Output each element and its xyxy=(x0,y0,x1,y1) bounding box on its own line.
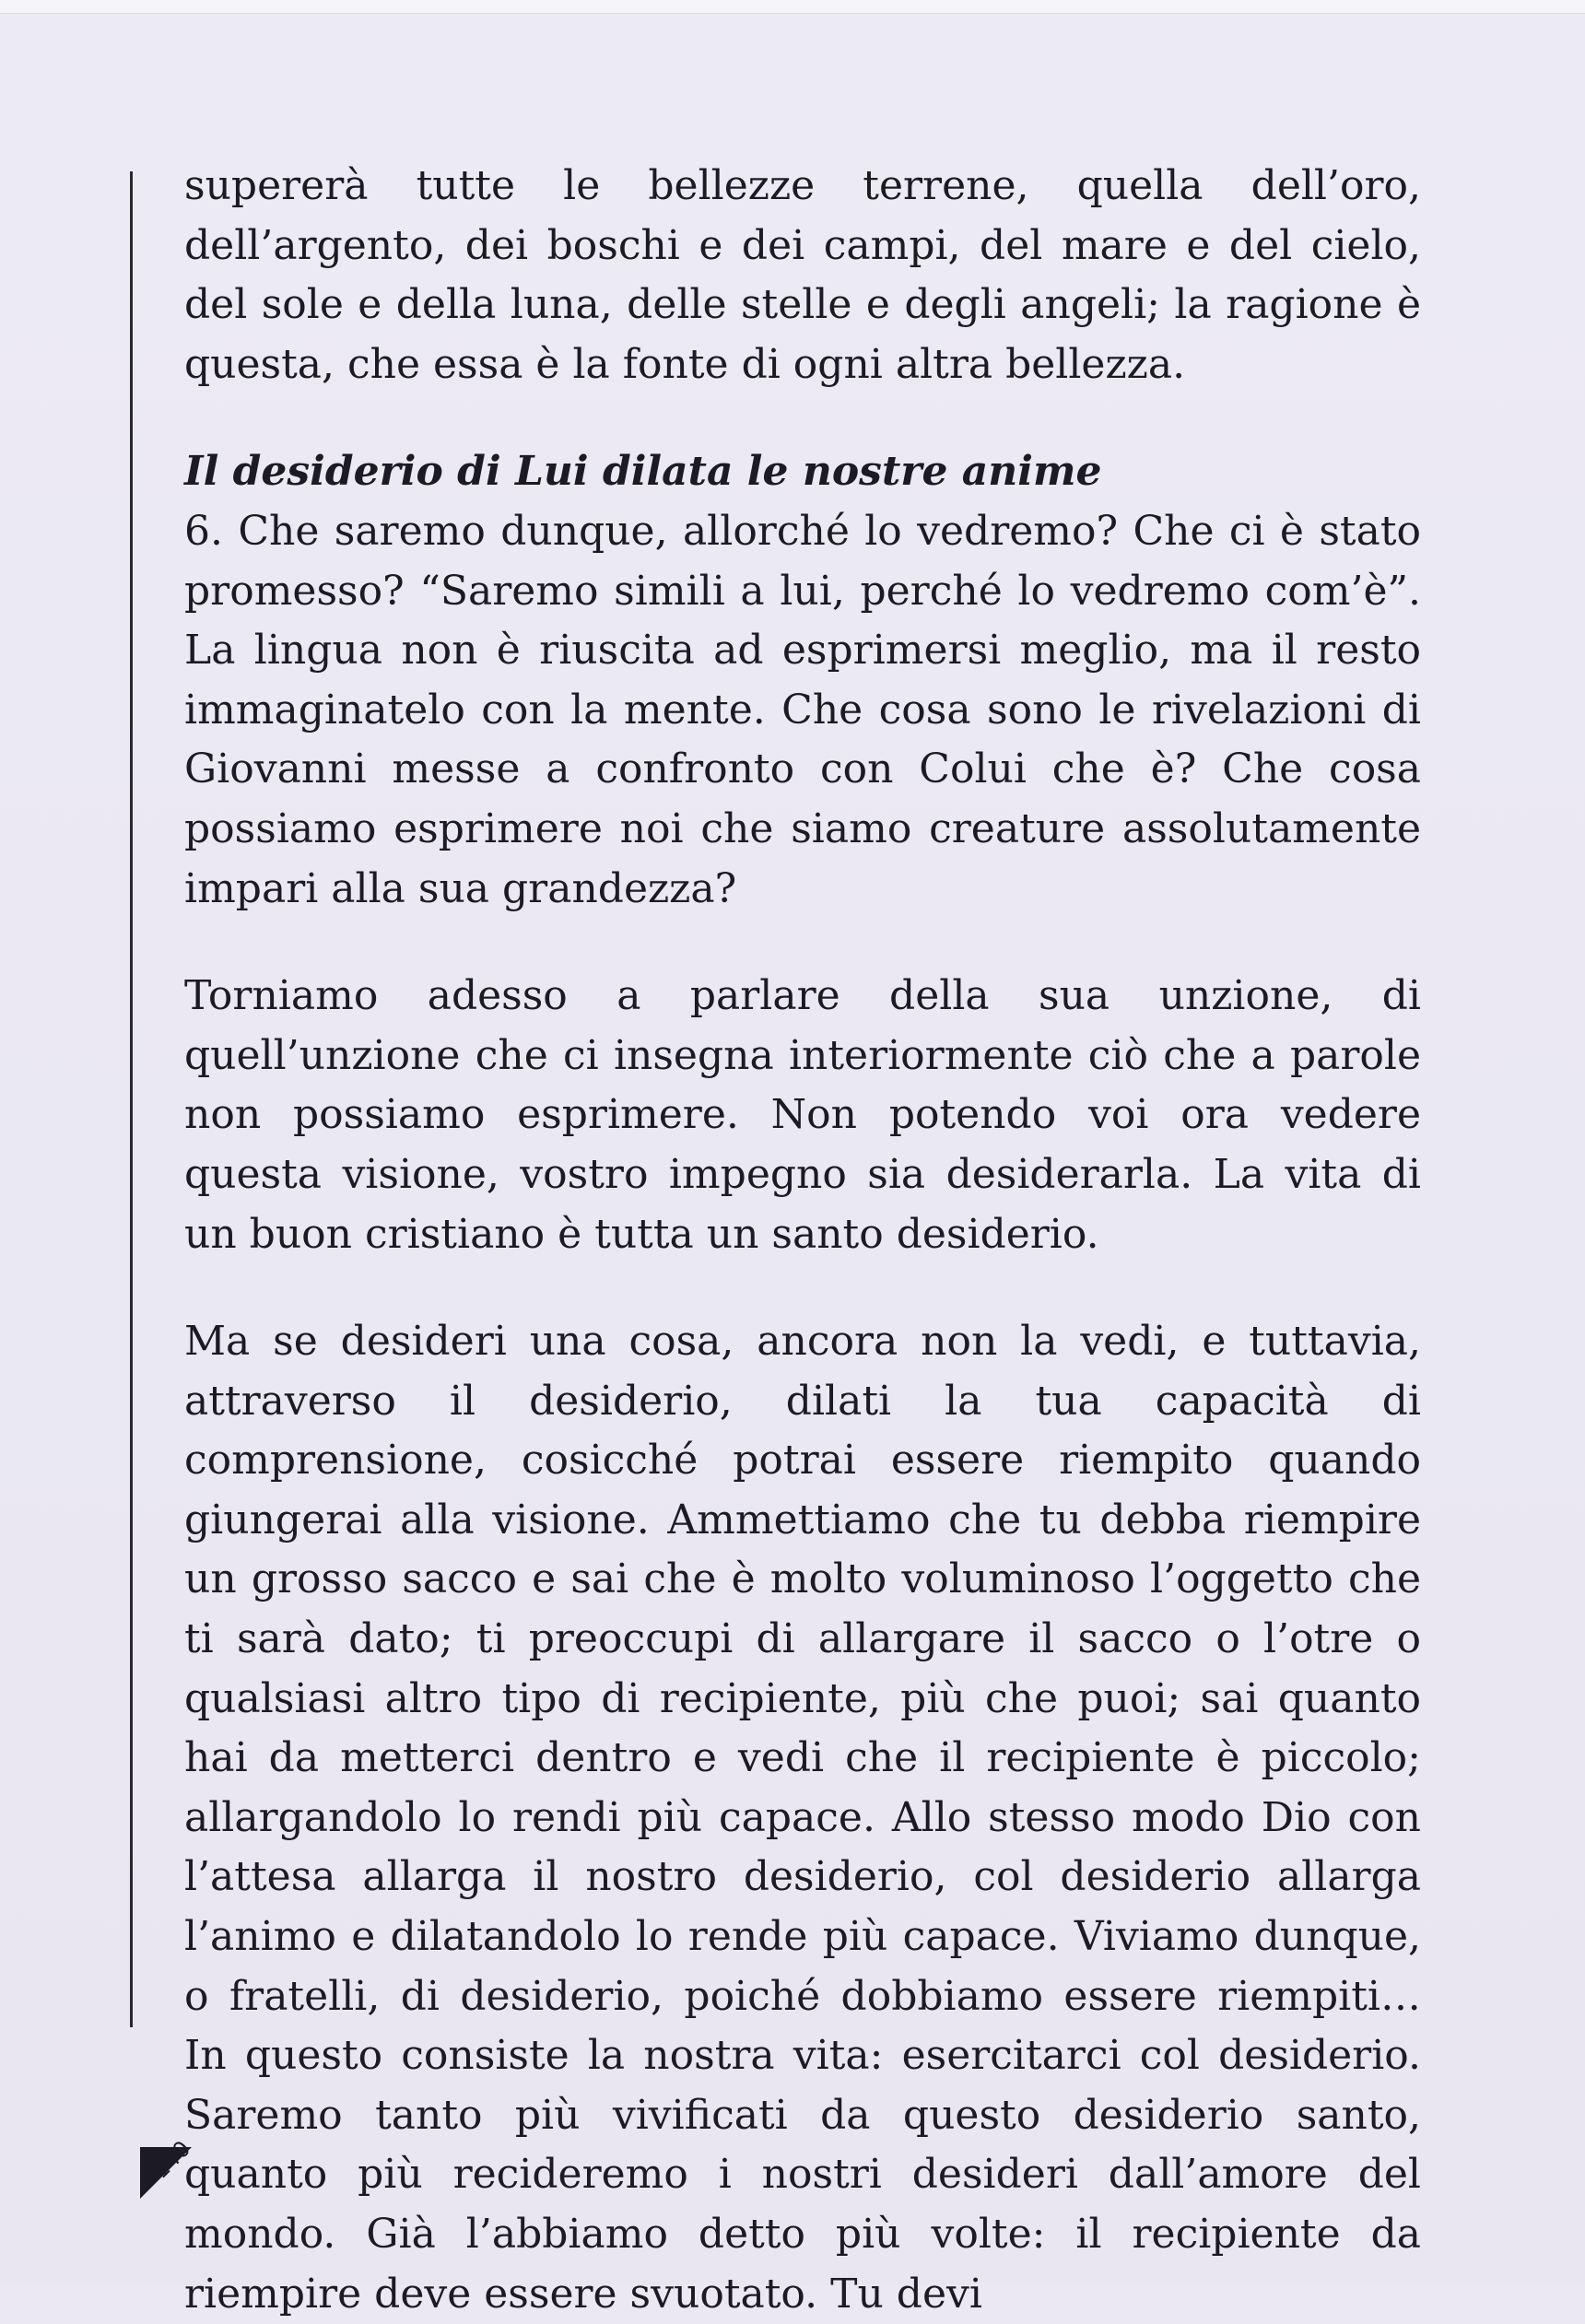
page-number: 140 xyxy=(147,2135,196,2184)
margin-rule xyxy=(130,171,133,2027)
paragraph-unction: Torniamo adesso a parlare della sua unzione, di quell’unzione che ci insegna interiormente ciò che a parole non possiamo esprimere. Non potendo voi ora vedere questa visione, vostro impegno sia desiderarla. La vita di un buon cristiano è tutta un santo desiderio. xyxy=(184,972,1421,1258)
paragraph-6: 6. Che saremo dunque, allorché lo vedremo? Che ci è stato promesso? “Saremo simili a lui, perché lo vedremo com’è”. La lingua non è riuscita ad esprimersi meglio, ma il resto immaginatelo con la mente. Che cosa sono le rivelazioni di Giovanni messe a confronto con Colui che è? Che cosa possiamo esprimere noi che siamo creature assolutamente impari alla sua grandezza? xyxy=(184,507,1421,912)
body-text xyxy=(184,157,1421,2324)
paragraph-desire: Ma se desideri una cosa, ancora non la vedi, e tuttavia, attraverso il desiderio, dilati la tua capacità di comprensione, cosicché potrai essere riempito quando giungerai alla visione. Ammettiamo che tu debba riempire un grosso sacco e sai che è molto voluminoso l’oggetto che ti sarà dato; ti preoccupi di allargare il sacco o l’otre o qualsiasi altro tipo di recipiente, più che puoi; sai quanto hai da metterci dentro e vedi che il recipiente è piccolo; allargandolo lo rendi più capace. Allo stesso modo Dio con l’attesa allarga il nostro desiderio, col desiderio allarga l’animo e dilatandolo lo rende più capace. Viviamo dunque, o fratelli, di desiderio, poiché dobbiamo essere riempiti… In questo consiste la nostra vita: esercitarci col desiderio. Saremo tanto più vivificati da questo desiderio santo, quanto più recideremo i nostri desideri dall’amore del mondo. Già l’abbiamo detto più volte: il recipiente da riempire deve essere svuotato. Tu devi xyxy=(184,1318,1421,2318)
section-heading: Il desiderio di Lui dilata le nostre anime xyxy=(184,448,1102,496)
paragraph-continuation: supererà tutte le bellezze terrene, quella dell’oro, dell’argento, dei boschi e dei campi, del mare e del cielo, del sole e della luna, delle stelle e degli angeli; la ragione è questa, che essa è la fonte di ogni altra bellezza. xyxy=(184,162,1421,388)
page-top-edge xyxy=(0,0,1585,14)
